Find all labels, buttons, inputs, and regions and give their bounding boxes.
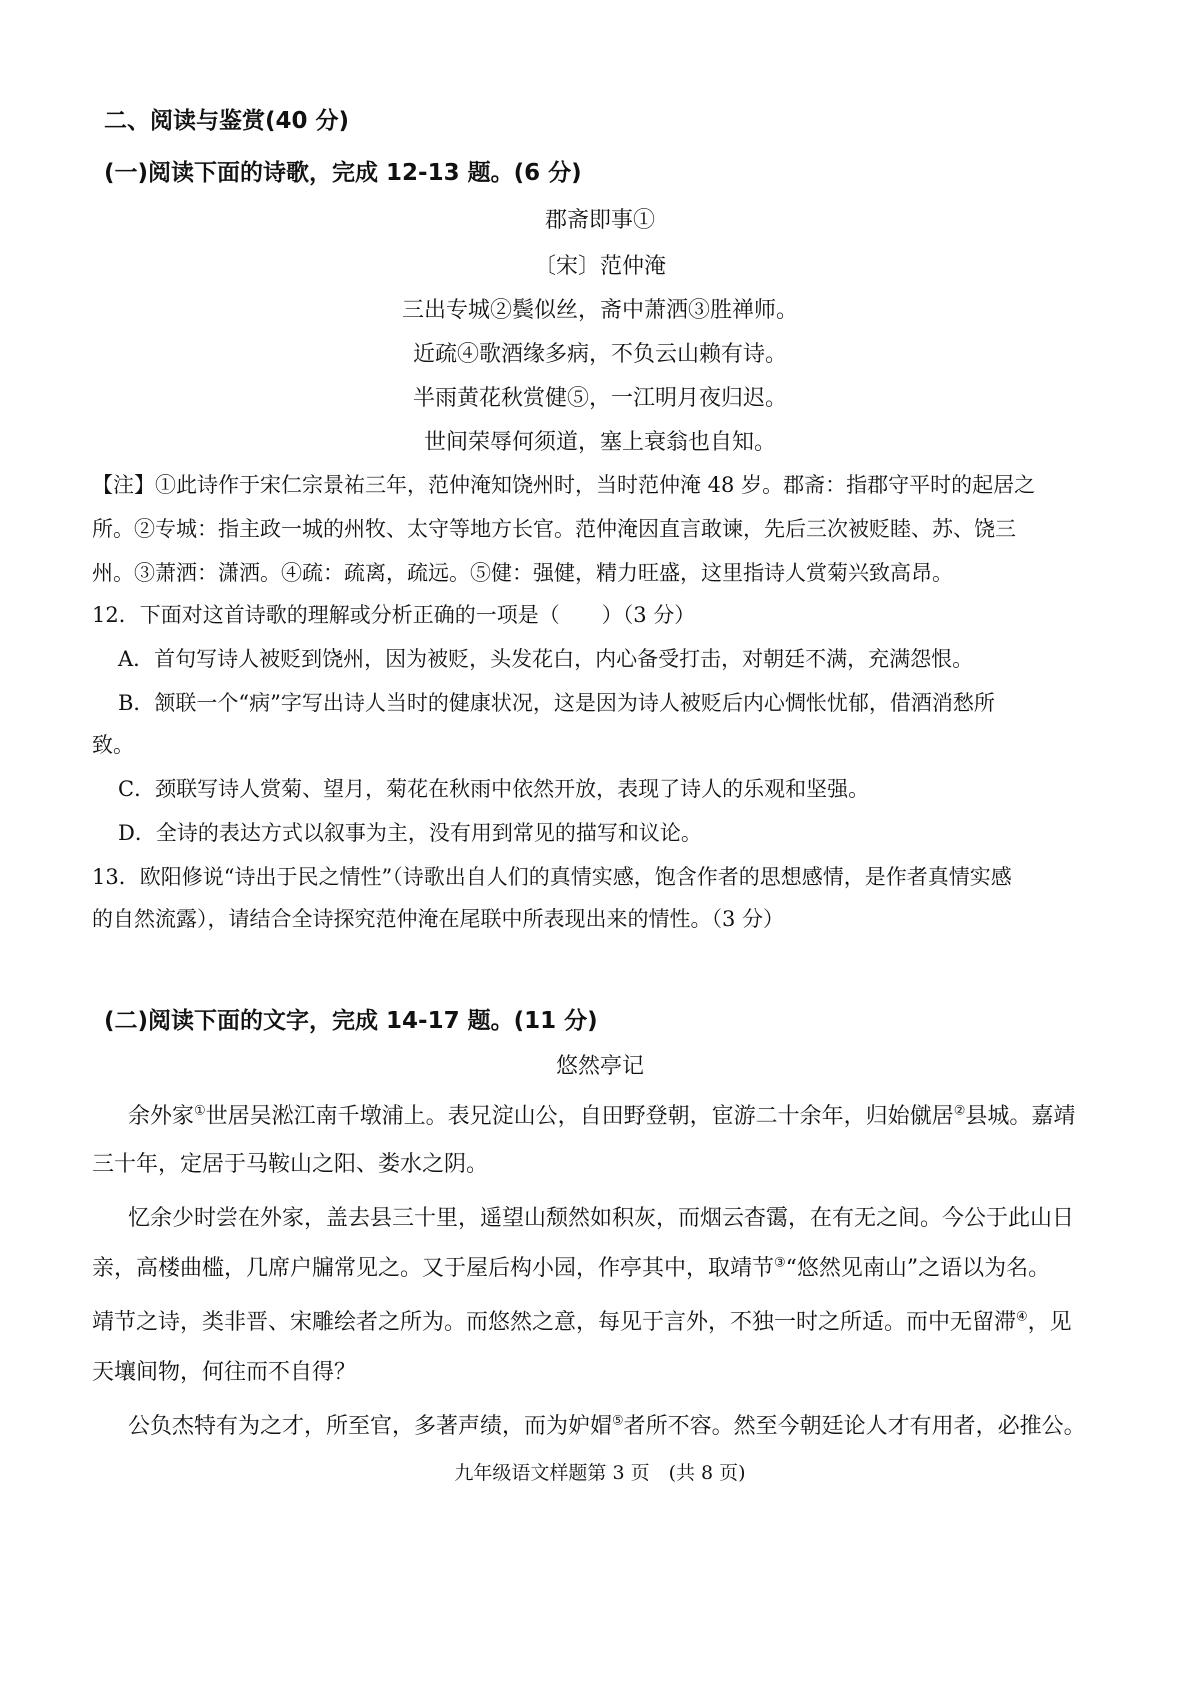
q12-option-b-line1: B．颔联一个“病”字写出诗人当时的健康状况，这是因为诗人被贬后内心惆怅忧郁，借酒消愁所 <box>118 691 995 715</box>
poem-author: 〔宋〕范仲淹 <box>533 254 666 279</box>
footnote-marker-2: ② <box>953 1103 966 1119</box>
q12-option-b-line2: 致。 <box>92 733 134 757</box>
essay-p3-line1: 公负杰特有为之才，所至官，多著声绩，而为妒媢⑤者所不容。然至今朝廷论人才有用者，必推公。 <box>128 1413 1086 1439</box>
q12-option-d: D．全诗的表达方式以叙事为主，没有用到常见的描写和议论。 <box>118 821 702 845</box>
poem-title: 郡斋即事① <box>544 208 655 233</box>
note-line-1: 【注】①此诗作于宋仁宗景祐三年，范仲淹知饶州时，当时范仲淹 48 岁。郡斋：指郡守平时的起居之 <box>92 473 1036 497</box>
poem-line-2: 近疏④歌酒缘多病，不负云山赖有诗。 <box>412 342 787 367</box>
part1-heading: (一)阅读下面的诗歌，完成 12-13 题。(6 分) <box>104 160 582 186</box>
q12-option-a: A．首句写诗人被贬到饶州，因为被贬，头发花白，内心备受打击，对朝廷不满，充满怨恨。 <box>118 647 974 671</box>
note-line-2: 所。②专城：指主政一城的州牧、太守等地方长官。范仲淹因直言敢谏，先后三次被贬睦、苏、饶三 <box>92 517 1016 541</box>
q12-stem: 12．下面对这首诗歌的理解或分析正确的一项是（ ）（3 分） <box>92 603 696 627</box>
footnote-marker-5: ⑤ <box>612 1413 624 1429</box>
essay-p2-line2: 亲，高楼曲槛，几席户牖常见之。又于屋后构小园，作亭其中，取靖节③“悠然见南山”之语以为名。 <box>92 1255 1051 1281</box>
footnote-marker-1: ① <box>194 1103 206 1119</box>
essay-p1-line2: 三十年，定居于马鞍山之阳、娄水之阴。 <box>92 1152 489 1177</box>
footnote-marker-3: ③ <box>774 1255 786 1271</box>
essay-p2-line4: 天壤间物，何往而不自得？ <box>92 1360 357 1385</box>
page-footer: 九年级语文样题第 3 页 (共 8 页) <box>454 1462 746 1484</box>
q13-line2: 的自然流露），请结合全诗探究范仲淹在尾联中所表现出来的情性。（3 分） <box>92 907 785 931</box>
poem-line-1: 三出专城②鬓似丝，斋中萧洒③胜禅师。 <box>401 298 798 323</box>
footnote-marker-4: ④ <box>1016 1309 1028 1325</box>
q13-line1: 13．欧阳修说“诗出于民之情性”（诗歌出自人们的真情实感，饱含作者的思想感情，是作者真情实感 <box>92 865 1012 889</box>
q12-option-c: C．颈联写诗人赏菊、望月，菊花在秋雨中依然开放，表现了诗人的乐观和坚强。 <box>118 777 870 801</box>
note-line-3: 州。③萧洒：潇洒。④疏：疏离，疏远。⑤健：强健，精力旺盛，这里指诗人赏菊兴致高昂。 <box>92 561 953 585</box>
part2-heading: (二)阅读下面的文字，完成 14-17 题。(11 分) <box>104 1008 598 1034</box>
essay-p2-line1: 忆余少时尝在外家，盖去县三十里，遥望山颓然如积灰，而烟云杳霭，在有无之间。今公于此山日 <box>128 1206 1075 1231</box>
poem-line-4: 世间荣辱何须道，塞上衰翁也自知。 <box>423 430 776 455</box>
essay-title: 悠然亭记 <box>555 1054 644 1079</box>
essay-p1-line1: 余外家①世居吴淞江南千墩浦上。表兄淀山公，自田野登朝，宦游二十余年，归始僦居②县城。嘉靖 <box>128 1103 1076 1129</box>
essay-p2-line3: 靖节之诗，类非晋、宋雕绘者之所为。而悠然之意，每见于言外，不独一时之所适。而中无留滞④，见 <box>92 1309 1072 1335</box>
poem-line-3: 半雨黄花秋赏健⑤，一江明月夜归迟。 <box>412 386 787 411</box>
section-heading: 二、阅读与鉴赏(40 分) <box>104 108 350 134</box>
